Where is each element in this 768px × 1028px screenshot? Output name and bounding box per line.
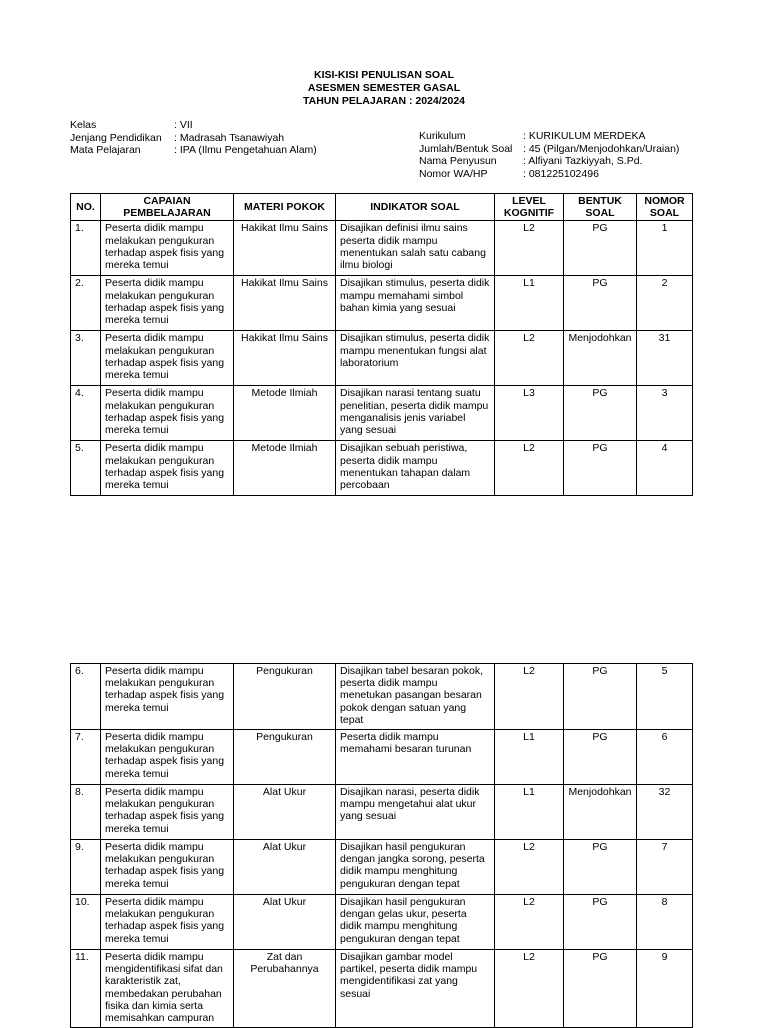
table-row [71,276,693,331]
table-row [71,331,693,386]
cell-nomor: 4 [637,441,693,496]
meta-label: Kurikulum [419,130,466,142]
meta-value: : 081225102496 [523,167,599,180]
cell-indikator: Peserta didik mampu memahami besaran turunan [336,730,495,785]
cell-indikator: Disajikan hasil pengukuran dengan jangka sorong, peserta didik mampu menghitung pengukuran dengan tepat [336,840,495,895]
table-row [71,950,693,1028]
meta-label: Nomor WA/HP [419,167,488,180]
meta-value: : VII [174,119,193,131]
meta-label: Kelas [70,119,97,131]
cell-nomor: 7 [637,840,693,895]
cell-no: 2. [71,276,101,331]
cell-capaian: Peserta didik mampu melakukan pengukuran terhadap aspek fisis yang mereka temui [101,785,234,840]
cell-no: 11. [71,950,101,1028]
cell-materi: Hakikat Ilmu Sains [234,221,336,276]
cell-no: 9. [71,840,101,895]
meta-label: Jenjang Pendidikan [70,131,162,144]
cell-indikator: Disajikan stimulus, peserta didik mampu menentukan fungsi alat laboratorium [336,331,495,386]
table-row [71,221,693,276]
title-line-3: TAHUN PELAJARAN : 2024/2024 [302,95,466,107]
cell-capaian: Peserta didik mampu melakukan pengukuran terhadap aspek fisis yang mereka temui [101,441,234,496]
cell-bentuk: Menjodohkan [564,785,637,840]
cell-level: L1 [495,730,564,785]
cell-capaian: Peserta didik mampu melakukan pengukuran terhadap aspek fisis yang mereka temui [101,664,234,730]
header-indikator: INDIKATOR SOAL [336,194,495,221]
cell-bentuk: PG [564,895,637,950]
cell-bentuk: PG [564,730,637,785]
cell-indikator: Disajikan definisi ilmu sains peserta didik mampu menentukan salah satu cabang ilmu biologi [336,221,495,276]
meta-value: : Alfiyani Tazkiyyah, S.Pd. [523,155,643,167]
cell-materi: Zat dan Perubahannya [234,950,336,1028]
cell-capaian: Peserta didik mampu melakukan pengukuran terhadap aspek fisis yang mereka temui [101,840,234,895]
meta-label: Jumlah/Bentuk Soal [419,142,513,155]
cell-level: L1 [495,276,564,331]
cell-materi: Alat Ukur [234,840,336,895]
cell-capaian: Peserta didik mampu melakukan pengukuran terhadap aspek fisis yang mereka temui [101,895,234,950]
cell-nomor: 32 [637,785,693,840]
meta-left-block [70,119,317,157]
meta-value: : IPA (Ilmu Pengetahuan Alam) [174,144,317,156]
cell-indikator: Disajikan gambar model partikel, peserta didik mampu mengidentifikasi zat yang sesuai [336,950,495,1028]
cell-indikator: Disajikan hasil pengukuran dengan gelas ukur, peserta didik mampu menghitung pengukuran dengan tepat [336,895,495,950]
meta-label: Mata Pelajaran [70,144,141,156]
cell-no: 3. [71,331,101,386]
meta-value: : 45 (Pilgan/Menjodohkan/Uraian) [523,142,680,155]
title-line-1: KISI-KISI PENULISAN SOAL [313,69,454,81]
title-line-2: ASESMEN SEMESTER GASAL [307,82,461,94]
cell-no: 8. [71,785,101,840]
cell-indikator: Disajikan tabel besaran pokok, peserta didik mampu menetukan pasangan besaran pokok dengan satuan yang tepat [336,664,495,730]
header-no: NO. [71,194,101,221]
cell-materi: Alat Ukur [234,895,336,950]
kisi-kisi-table-page-1 [70,193,693,496]
cell-capaian: Peserta didik mampu melakukan pengukuran terhadap aspek fisis yang mereka temui [101,331,234,386]
cell-no: 10. [71,895,101,950]
cell-no: 7. [71,730,101,785]
meta-right-block [419,130,679,180]
cell-bentuk: PG [564,386,637,441]
cell-capaian: Peserta didik mampu melakukan pengukuran terhadap aspek fisis yang mereka temui [101,730,234,785]
cell-no: 4. [71,386,101,441]
cell-materi: Hakikat Ilmu Sains [234,276,336,331]
table-header-row [71,194,693,221]
cell-indikator: Disajikan narasi, peserta didik mampu mengetahui alat ukur yang sesuai [336,785,495,840]
cell-materi: Alat Ukur [234,785,336,840]
header-capaian: CAPAIAN PEMBELAJARAN [101,194,234,221]
table-row [71,730,693,785]
cell-level: L1 [495,785,564,840]
cell-level: L2 [495,664,564,730]
cell-nomor: 9 [637,950,693,1028]
table-row [71,895,693,950]
header-materi: MATERI POKOK [234,194,336,221]
header-bentuk: BENTUK SOAL [564,194,637,221]
cell-no: 1. [71,221,101,276]
cell-bentuk: PG [564,221,637,276]
table-row [71,441,693,496]
cell-level: L2 [495,950,564,1028]
cell-capaian: Peserta didik mampu melakukan pengukuran terhadap aspek fisis yang mereka temui [101,386,234,441]
meta-label: Nama Penyusun [419,155,497,167]
cell-bentuk: Menjodohkan [564,331,637,386]
header-nomor: NOMOR SOAL [637,194,693,221]
table-row [71,785,693,840]
cell-materi: Hakikat Ilmu Sains [234,331,336,386]
cell-materi: Metode Ilmiah [234,386,336,441]
meta-row-kurikulum [419,130,679,143]
cell-indikator: Disajikan sebuah peristiwa, peserta didik mampu menentukan tahapan dalam percobaan [336,441,495,496]
cell-materi: Pengukuran [234,730,336,785]
cell-level: L2 [495,221,564,276]
meta-row-jumlah [419,143,679,156]
table-row [71,386,693,441]
cell-indikator: Disajikan narasi tentang suatu penelitian, peserta didik mampu menganalisis jenis variabel yang sesuai [336,386,495,441]
cell-level: L3 [495,386,564,441]
cell-nomor: 1 [637,221,693,276]
cell-bentuk: PG [564,441,637,496]
cell-level: L2 [495,895,564,950]
cell-no: 5. [71,441,101,496]
meta-row-kelas [70,119,317,132]
meta-value: : Madrasah Tsanawiyah [174,131,285,144]
table-row [71,840,693,895]
cell-level: L2 [495,840,564,895]
cell-nomor: 5 [637,664,693,730]
cell-nomor: 3 [637,386,693,441]
meta-value: : KURIKULUM MERDEKA [523,130,646,142]
cell-materi: Pengukuran [234,664,336,730]
meta-row-mapel [70,144,317,157]
cell-no: 6. [71,664,101,730]
cell-materi: Metode Ilmiah [234,441,336,496]
table-row [71,664,693,730]
cell-nomor: 31 [637,331,693,386]
meta-row-penyusun [419,155,679,168]
cell-capaian: Peserta didik mampu melakukan pengukuran terhadap aspek fisis yang mereka temui [101,221,234,276]
cell-bentuk: PG [564,664,637,730]
cell-nomor: 6 [637,730,693,785]
cell-bentuk: PG [564,276,637,331]
meta-row-jenjang [70,132,317,145]
cell-capaian: Peserta didik mampu mengidentifikasi sifat dan karakteristik zat, membedakan perubahan fisika dan kimia serta memisahkan campuran [101,950,234,1028]
header-level: LEVEL KOGNITIF [495,194,564,221]
document-title [0,69,768,108]
cell-bentuk: PG [564,950,637,1028]
cell-level: L2 [495,331,564,386]
cell-indikator: Disajikan stimulus, peserta didik mampu memahami simbol bahan kimia yang sesuai [336,276,495,331]
cell-nomor: 8 [637,895,693,950]
cell-level: L2 [495,441,564,496]
cell-nomor: 2 [637,276,693,331]
kisi-kisi-table-page-2 [70,663,693,1028]
cell-bentuk: PG [564,840,637,895]
meta-row-wa [419,168,679,181]
cell-capaian: Peserta didik mampu melakukan pengukuran terhadap aspek fisis yang mereka temui [101,276,234,331]
